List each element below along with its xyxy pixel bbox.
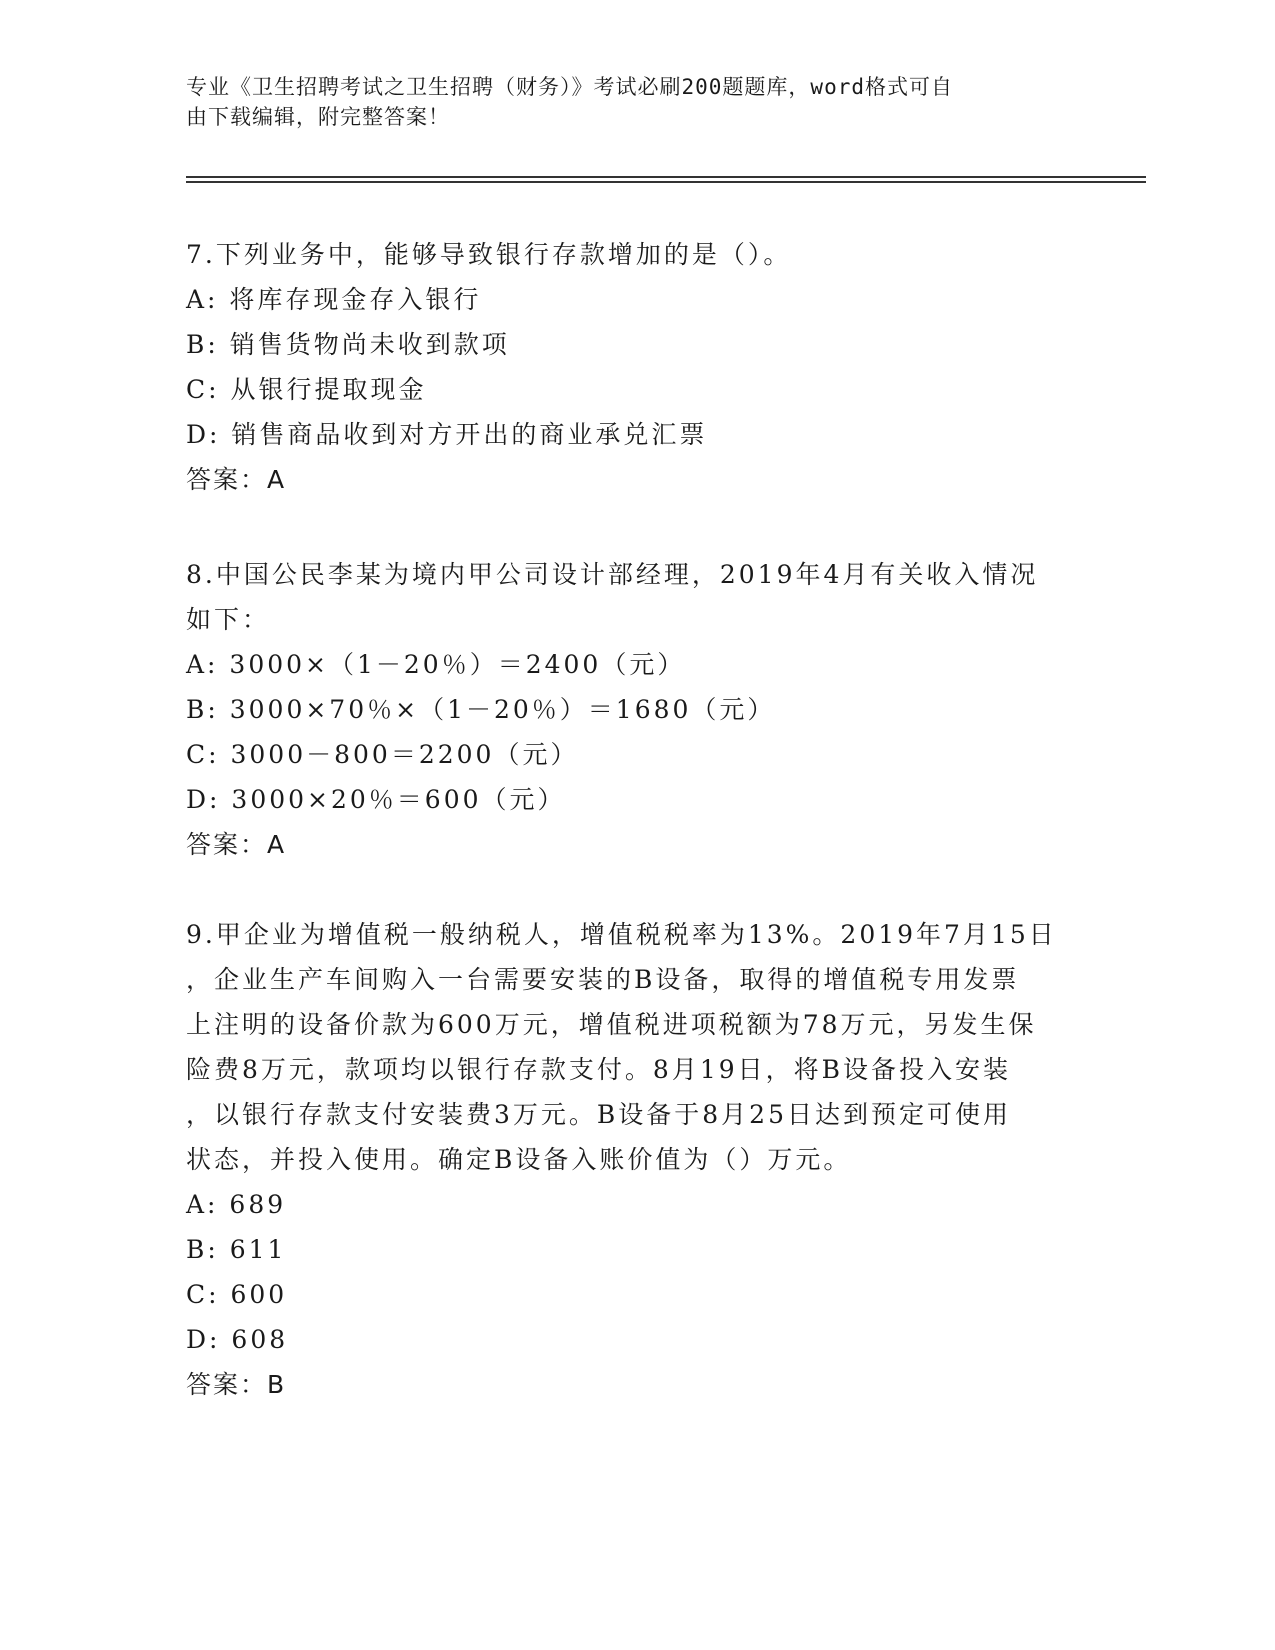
option-c: C: 600	[186, 1280, 288, 1309]
stem-line: 险费8万元，款项均以银行存款支付。8月19日，将B设备投入安装	[186, 1055, 1011, 1084]
question-stem	[186, 232, 1066, 277]
option-b: B: 销售货物尚未收到款项	[186, 330, 510, 359]
option-a: A: 将库存现金存入银行	[186, 285, 482, 314]
question-stem	[186, 552, 1066, 642]
header-divider-top	[186, 176, 1146, 178]
stem-line: 上注明的设备价款为600万元，增值税进项税额为78万元，另发生保	[186, 1010, 1037, 1039]
option-d: D: 608	[186, 1325, 289, 1354]
stem-line: 如下：	[186, 605, 271, 634]
stem-line: 7.下列业务中，能够导致银行存款增加的是（）。	[186, 240, 792, 269]
stem-line: 8.中国公民李某为境内甲公司设计部经理，2019年4月有关收入情况	[186, 560, 1039, 589]
answer-line: 答案：A	[186, 830, 287, 859]
answer-line: 答案：B	[186, 1370, 287, 1399]
option-d: D: 销售商品收到对方开出的商业承兑汇票	[186, 420, 708, 449]
option-a: A: 689	[186, 1190, 287, 1219]
option-b: B: 611	[186, 1235, 287, 1264]
header-line-2: 由下载编辑，附完整答案！	[186, 105, 450, 129]
header-line-1: 专业《卫生招聘考试之卫生招聘（财务）》考试必刷200题题库，word格式可自	[186, 75, 953, 99]
option-a: A: 3000×（1－20％）＝2400（元）	[186, 650, 686, 679]
stem-line: ，企业生产车间购入一台需要安装的B设备，取得的增值税专用发票	[186, 965, 1020, 994]
header-divider-bottom	[186, 181, 1146, 183]
answer-line: 答案：A	[186, 465, 287, 494]
question-8	[186, 552, 1066, 867]
question-9	[186, 912, 1066, 1407]
document-header	[186, 72, 1066, 132]
question-stem	[186, 912, 1066, 1182]
stem-line: ，以银行存款支付安装费3万元。B设备于8月25日达到预定可使用	[186, 1100, 1011, 1129]
option-d: D: 3000×20％＝600（元）	[186, 785, 566, 814]
option-c: C: 从银行提取现金	[186, 375, 427, 404]
option-b: B: 3000×70％×（1－20％）＝1680（元）	[186, 695, 776, 724]
question-7	[186, 232, 1066, 502]
stem-line: 状态，并投入使用。确定B设备入账价值为（）万元。	[186, 1145, 852, 1174]
stem-line: 9.甲企业为增值税一般纳税人，增值税税率为13%。2019年7月15日	[186, 920, 1057, 949]
option-c: C: 3000－800＝2200（元）	[186, 740, 579, 769]
